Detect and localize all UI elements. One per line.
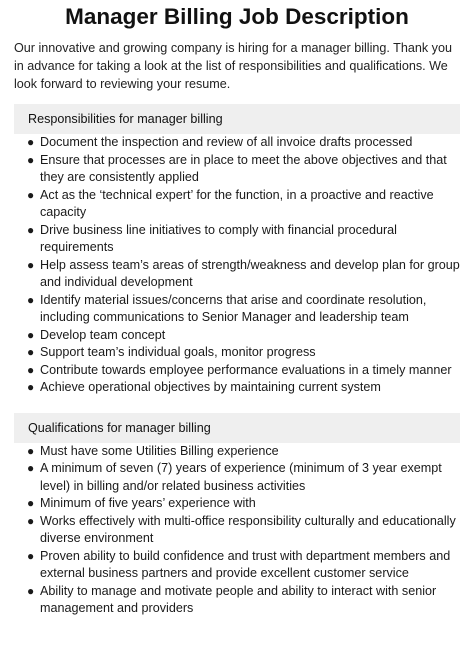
- bullet-icon: ●: [27, 257, 35, 272]
- list-item: ● Ensure that processes are in place to meet the above objectives and that they are consistently applied: [27, 152, 447, 184]
- list-item: ● Ability to manage and motivate people and ability to interact with senior management and providers: [27, 583, 437, 615]
- bullet-icon: ●: [27, 135, 35, 149]
- bullet-icon: ●: [27, 222, 35, 237]
- bullet-icon: ●: [27, 362, 35, 377]
- bullet-icon: ●: [27, 513, 35, 528]
- bullet-icon: ●: [27, 152, 35, 167]
- bullet-icon: ●: [27, 345, 35, 359]
- bullet-icon: ●: [27, 292, 35, 307]
- bullet-icon: ●: [27, 380, 35, 394]
- list-item: ● Minimum of five years’ experience with: [26, 495, 460, 513]
- bullet-icon: ●: [27, 187, 35, 202]
- list-item: ● Must have some Utilities Billing experience: [26, 443, 460, 461]
- page-title: Manager Billing Job Description: [65, 4, 409, 29]
- list-item: ● Develop team concept: [26, 327, 460, 345]
- list-item: ● A minimum of seven (7) years of experience (minimum of 3 year exempt level) in billing and/or related business activities: [27, 461, 442, 493]
- list-item: ● Act as the ‘technical expert’ for the function, in a proactive and reactive capacity: [27, 187, 434, 219]
- bullet-icon: ●: [27, 548, 35, 563]
- responsibilities-heading: Responsibilities for manager billing: [14, 104, 460, 134]
- list-item: ● Works effectively with multi-office responsibility culturally and educationally diverse environment: [27, 513, 456, 545]
- bullet-icon: ●: [27, 461, 35, 475]
- bullet-icon: ●: [27, 327, 35, 342]
- responsibilities-list: [14, 134, 460, 397]
- list-item: ● Help assess team’s areas of strength/weakness and develop plan for group and individual development: [27, 257, 460, 289]
- bullet-icon: ●: [27, 443, 35, 458]
- list-item: ● Identify material issues/concerns that arise and coordinate resolution, including communications to Senior Manager and leadership team: [27, 292, 427, 324]
- list-item: ● Proven ability to build confidence and trust with department members and external business partners and provide excellent customer service: [27, 548, 451, 580]
- list-item: ● Document the inspection and review of all invoice drafts processed: [26, 134, 460, 152]
- list-item: ● Achieve operational objectives by maintaining current system: [26, 379, 460, 397]
- qualifications-heading: Qualifications for manager billing: [14, 413, 460, 443]
- intro-paragraph: Our innovative and growing company is hiring for a manager billing. Thank you in advance for taking a look at the list of responsibilities and qualifications. We look forward to reviewing your resume.: [14, 41, 452, 91]
- list-item: ● Support team’s individual goals, monitor progress: [26, 344, 460, 362]
- bullet-icon: ●: [27, 583, 35, 598]
- bullet-icon: ●: [27, 496, 35, 510]
- list-item: ● Contribute towards employee performance evaluations in a timely manner: [26, 362, 460, 380]
- list-item: ● Drive business line initiatives to comply with financial procedural requirements: [27, 222, 397, 254]
- qualifications-list: [14, 443, 460, 618]
